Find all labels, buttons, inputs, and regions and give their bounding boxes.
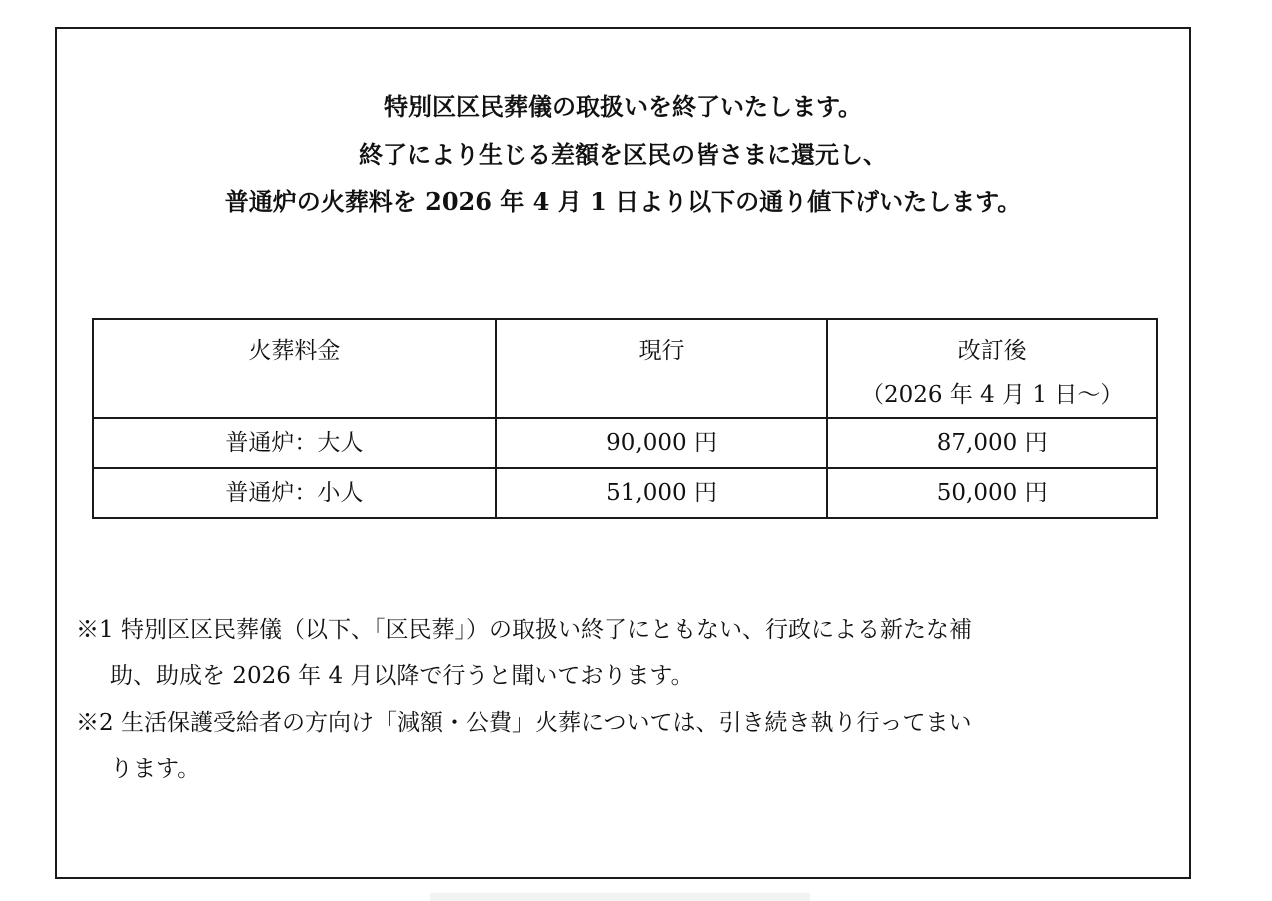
footnote-1-line-2: 助、助成を 2026 年 4 月以降で行うと聞いております。 <box>110 663 694 689</box>
table-row <box>93 418 1157 468</box>
column-header-revised-label: 改訂後 <box>957 338 1027 364</box>
cremation-fee-table <box>92 318 1158 519</box>
footnote-2 <box>76 700 1166 792</box>
footnote-1 <box>76 607 1166 699</box>
table-row <box>93 468 1157 518</box>
row-category: 普通炉：大人 <box>93 418 496 468</box>
footnote-1-line-1: ※1 特別区区民葬儀（以下、「区民葬」）の取扱い終了にともない、行政による新たな補 <box>76 617 972 643</box>
column-header-category: 火葬料金 <box>93 319 496 418</box>
headline-line-1: 特別区区民葬儀の取扱いを終了いたします。 <box>383 92 863 121</box>
footnote-2-line-2: ります。 <box>110 756 201 782</box>
headline-line-3: 普通炉の火葬料を 2026 年 4 月 1 日より以下の通り値下げいたします。 <box>224 187 1022 216</box>
table-header-row <box>93 319 1157 418</box>
footnote-2-line-1: ※2 生活保護受給者の方向け「減額・公費」火葬については、引き続き執り行ってまい <box>76 710 972 736</box>
notice-frame <box>55 27 1191 879</box>
row-revised-fee: 50,000 円 <box>827 468 1157 518</box>
row-current-fee: 51,000 円 <box>496 468 828 518</box>
row-category: 普通炉：小人 <box>93 468 496 518</box>
column-header-current: 現行 <box>496 319 828 418</box>
column-header-revised-date: （2026 年 4 月 1 日～） <box>861 382 1124 408</box>
row-current-fee: 90,000 円 <box>496 418 828 468</box>
row-revised-fee: 87,000 円 <box>827 418 1157 468</box>
headline-line-2: 終了により生じる差額を区民の皆さまに還元し、 <box>359 140 887 169</box>
column-header-revised <box>827 319 1157 418</box>
page-edge-shadow <box>430 893 810 901</box>
